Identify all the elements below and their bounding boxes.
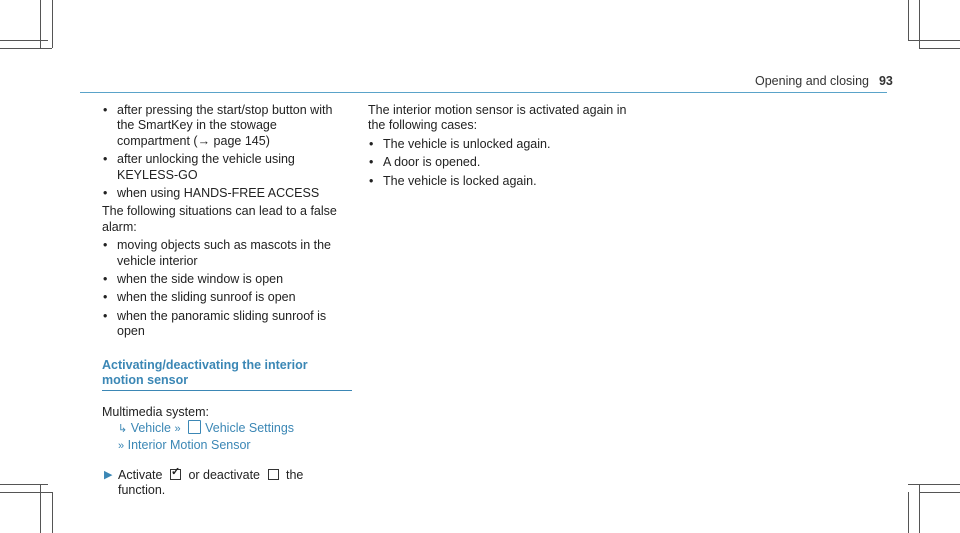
list-item: • The vehicle is locked again. xyxy=(368,174,628,189)
crop-mark xyxy=(0,40,48,41)
list-item: • after pressing the start/stop button with the SmartKey in the stowage compartment (→ page 145) xyxy=(102,103,352,149)
bullet-list xyxy=(102,238,352,339)
checkbox-checked-icon xyxy=(170,469,181,480)
paragraph: The interior motion sensor is activated again in the following cases: xyxy=(368,103,627,133)
menu-item-vehicle-settings: Vehicle Settings xyxy=(205,421,295,436)
checkbox-empty-icon xyxy=(268,469,279,480)
section-name: Opening and closing xyxy=(755,74,869,88)
list-item: • when the side window is open xyxy=(102,272,352,287)
chevron-right-icon: » xyxy=(174,423,181,436)
crop-mark xyxy=(0,48,52,49)
right-column xyxy=(368,103,628,192)
list-item: • when using HANDS-FREE ACCESS xyxy=(102,186,352,201)
step-text: Activate xyxy=(118,467,163,482)
left-column xyxy=(102,103,352,499)
list-item: • The vehicle is unlocked again. xyxy=(368,137,628,152)
step-text: or deactivate xyxy=(188,467,261,482)
instruction-step xyxy=(102,468,352,499)
list-item: • A door is opened. xyxy=(368,155,628,170)
list-item: • moving objects such as mascots in the vehicle interior xyxy=(102,238,352,269)
chevron-right-icon: » xyxy=(118,439,125,452)
list-item: • when the panoramic sliding sunroof is open xyxy=(102,309,352,340)
crop-mark xyxy=(908,40,960,41)
bullet-list xyxy=(102,103,352,201)
crop-mark xyxy=(0,492,52,493)
menu-item-vehicle: Vehicle xyxy=(130,421,172,436)
turn-arrow-icon: ↳ xyxy=(118,423,128,436)
crop-mark xyxy=(908,492,909,533)
crop-mark xyxy=(919,484,920,533)
vehicle-settings-icon xyxy=(188,420,201,434)
crop-mark xyxy=(919,492,960,493)
step-text: the function. xyxy=(118,467,304,498)
header-rule xyxy=(80,92,887,93)
menu-path xyxy=(102,405,352,454)
page-header xyxy=(755,74,893,88)
paragraph: The following situations can lead to a false alarm: xyxy=(102,204,337,234)
page-number: 93 xyxy=(878,74,893,88)
menu-intro: Multimedia system: xyxy=(102,404,209,419)
crop-mark xyxy=(52,492,53,533)
list-item: • when the sliding sunroof is open xyxy=(102,290,352,305)
crop-mark xyxy=(908,0,909,40)
section-title: Activating/deactivating the interior motion sensor xyxy=(102,358,352,391)
crop-mark xyxy=(908,484,960,485)
crop-mark xyxy=(40,484,41,533)
crop-mark xyxy=(52,0,53,48)
menu-item-interior-motion-sensor: Interior Motion Sensor xyxy=(127,437,251,452)
list-item: • after unlocking the vehicle using KEYLESS-GO xyxy=(102,152,352,183)
step-arrow-icon: ▶ xyxy=(104,468,113,481)
bullet-list xyxy=(368,137,628,189)
crop-mark xyxy=(919,48,960,49)
